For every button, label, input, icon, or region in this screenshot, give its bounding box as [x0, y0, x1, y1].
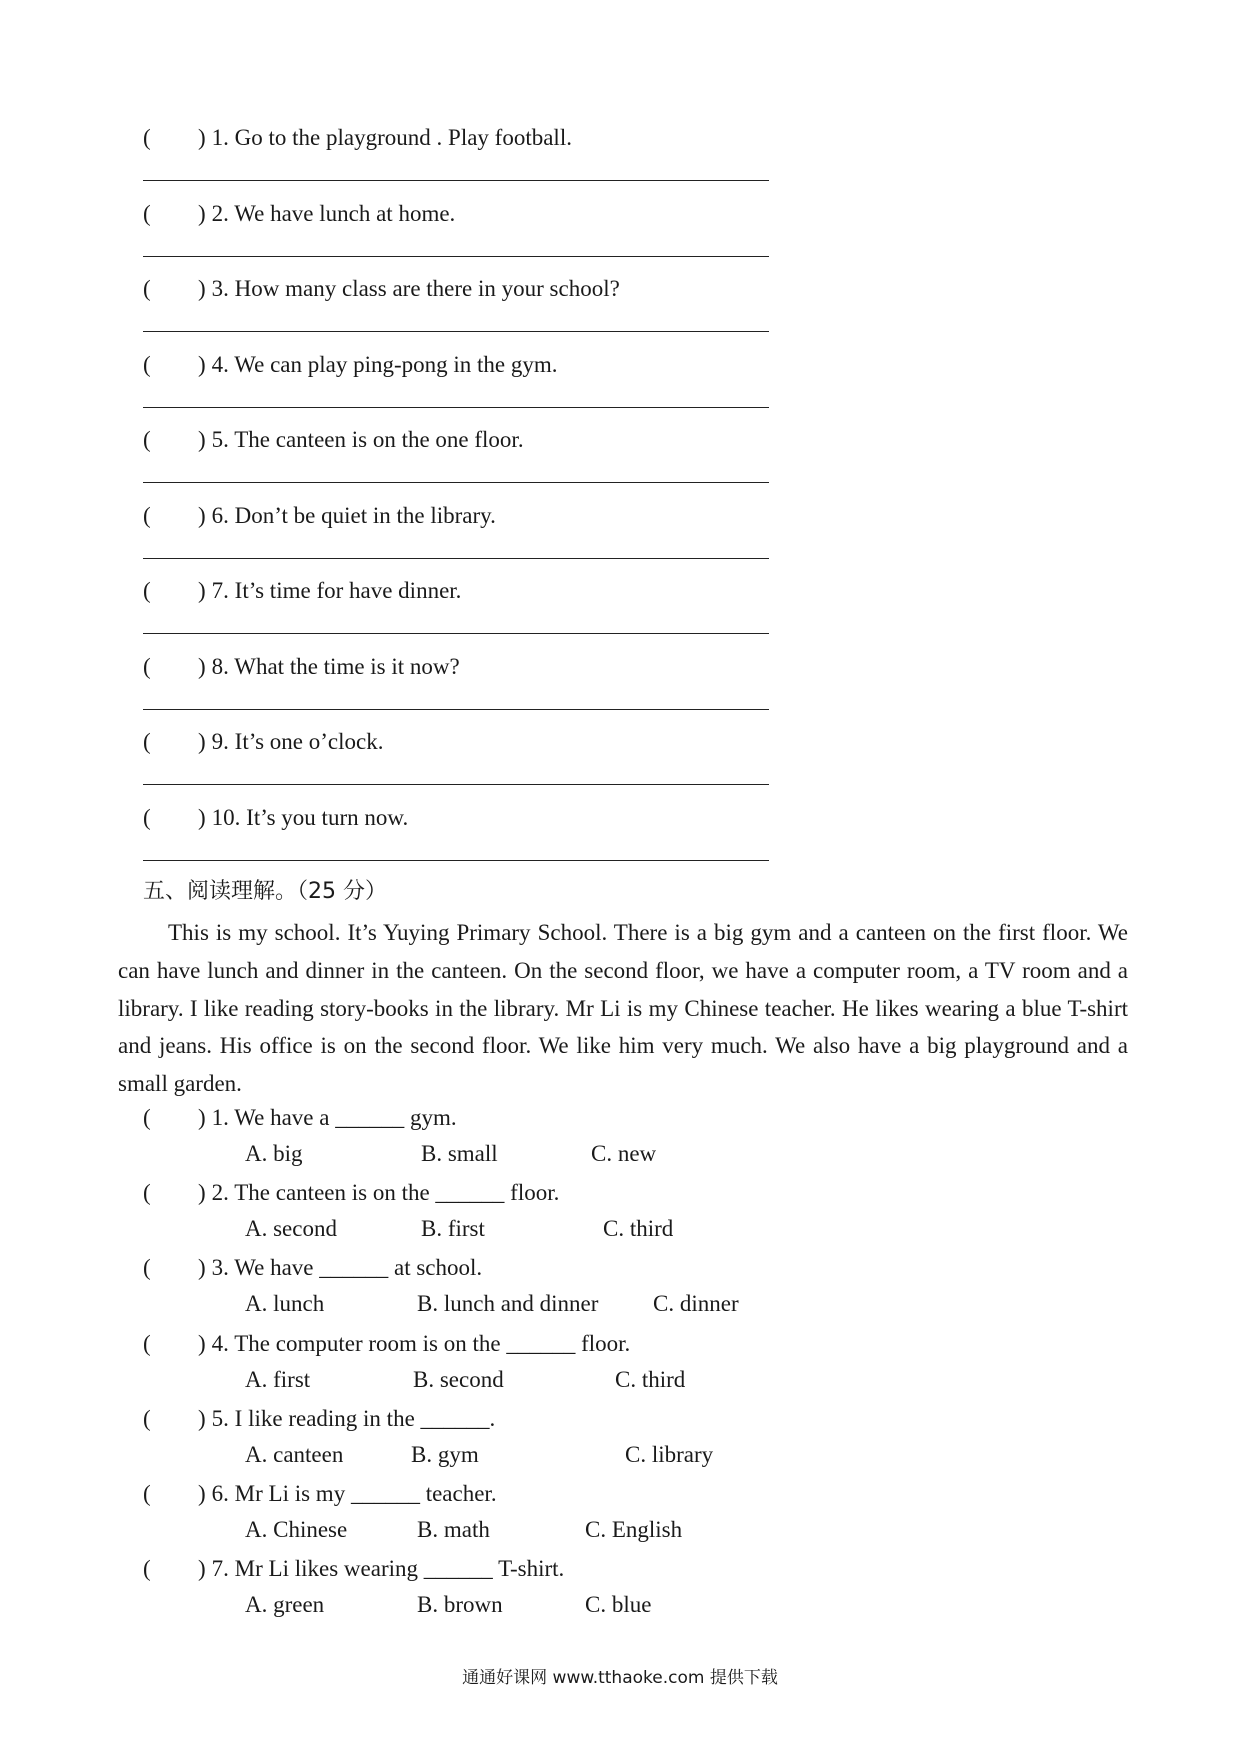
question-item	[143, 1101, 1043, 1176]
option-c[interactable]: C. third	[603, 1216, 674, 1242]
answer-write-line[interactable]	[143, 180, 769, 181]
answer-paren-close: )	[198, 351, 206, 377]
answer-paren-open: (	[143, 578, 151, 603]
correction-row	[143, 424, 783, 456]
answer-write-line[interactable]	[143, 784, 769, 785]
answer-paren-close: )	[198, 1405, 206, 1431]
question-row	[143, 1251, 1043, 1285]
answer-paren-open: (	[143, 276, 151, 301]
option-a[interactable]: A. lunch	[245, 1291, 325, 1317]
option-c[interactable]: C. new	[591, 1141, 657, 1166]
answer-write-line[interactable]	[143, 709, 769, 710]
question-stem: 7. Mr Li likes wearing ______ T-shirt.	[211, 1556, 565, 1582]
answer-paren-open: (	[143, 729, 151, 754]
option-b[interactable]: B. first	[421, 1216, 485, 1242]
question-item	[143, 1251, 1043, 1326]
correction-row	[143, 575, 783, 607]
correction-sentence: 4. We can play ping-pong in the gym.	[211, 351, 558, 377]
answer-paren-close: )	[198, 578, 206, 603]
correction-row	[143, 802, 783, 834]
answer-paren-close: )	[198, 1180, 206, 1206]
answer-paren-open: (	[143, 1405, 151, 1431]
correction-item	[143, 198, 783, 274]
question-stem: 1. We have a ______ gym.	[211, 1105, 457, 1130]
answer-write-line[interactable]	[143, 256, 769, 257]
correction-sentence: 7. It’s time for have dinner.	[211, 578, 462, 603]
answer-paren-open: (	[143, 653, 151, 679]
correction-item	[143, 349, 783, 425]
option-b[interactable]: B. brown	[417, 1592, 503, 1618]
answer-paren-open: (	[143, 351, 151, 377]
answer-paren-open: (	[143, 1255, 151, 1281]
answer-paren-close: )	[198, 427, 206, 452]
option-c[interactable]: C. English	[585, 1516, 683, 1542]
question-options	[143, 1285, 1043, 1323]
question-row	[143, 1477, 1043, 1511]
footer-download-note: 通通好课网 www.tthaoke.com 提供下载	[462, 1668, 778, 1688]
correction-sentence: 3. How many class are there in your school?	[211, 276, 620, 301]
option-b[interactable]: B. small	[421, 1141, 498, 1166]
question-row	[143, 1101, 1043, 1135]
answer-paren-close: )	[198, 1556, 206, 1582]
correction-row	[143, 726, 783, 758]
correction-row	[143, 273, 783, 305]
option-c[interactable]: C. library	[625, 1441, 714, 1467]
correction-sentence: 1. Go to the playground . Play football.	[211, 125, 572, 150]
option-c[interactable]: C. third	[615, 1366, 686, 1392]
question-item	[143, 1477, 1043, 1552]
answer-write-line[interactable]	[143, 633, 769, 634]
question-options	[143, 1210, 1043, 1248]
answer-paren-close: )	[198, 1105, 206, 1130]
correction-item	[143, 575, 783, 651]
correction-sentence: 9. It’s one o’clock.	[211, 729, 384, 754]
answer-paren-open: (	[143, 200, 151, 226]
answer-write-line[interactable]	[143, 407, 769, 408]
question-options	[143, 1586, 1043, 1624]
option-a[interactable]: A. second	[245, 1216, 337, 1242]
answer-paren-open: (	[143, 1556, 151, 1582]
answer-paren-close: )	[198, 200, 206, 226]
correction-row	[143, 651, 783, 683]
answer-write-line[interactable]	[143, 482, 769, 483]
answer-paren-close: )	[198, 276, 206, 301]
correction-item	[143, 651, 783, 727]
correction-row	[143, 198, 783, 230]
question-stem: 6. Mr Li is my ______ teacher.	[211, 1480, 497, 1506]
question-row	[143, 1176, 1043, 1210]
question-row	[143, 1327, 1043, 1361]
correction-row	[143, 122, 783, 154]
correction-row	[143, 500, 783, 532]
correction-sentence: 10. It’s you turn now.	[211, 804, 409, 830]
answer-paren-open: (	[143, 502, 151, 528]
correction-sentence: 6. Don’t be quiet in the library.	[211, 502, 496, 528]
correction-sentence: 5. The canteen is on the one floor.	[211, 427, 524, 452]
correction-item	[143, 273, 783, 349]
reading-questions	[143, 1101, 1043, 1627]
option-b[interactable]: B. gym	[411, 1441, 479, 1467]
question-stem: 4. The computer room is on the ______ floor.	[211, 1330, 631, 1356]
question-stem: 3. We have ______ at school.	[211, 1255, 483, 1281]
question-options	[143, 1511, 1043, 1549]
answer-paren-open: (	[143, 427, 151, 452]
answer-paren-close: )	[198, 1255, 206, 1281]
question-options	[143, 1361, 1043, 1399]
answer-paren-close: )	[198, 653, 206, 679]
option-a[interactable]: A. Chinese	[245, 1516, 348, 1542]
question-stem: 5. I like reading in the ______.	[211, 1405, 496, 1431]
answer-paren-open: (	[143, 125, 151, 150]
correction-item	[143, 802, 783, 878]
answer-write-line[interactable]	[143, 331, 769, 332]
question-item	[143, 1327, 1043, 1402]
answer-paren-open: (	[143, 1105, 151, 1130]
question-stem: 2. The canteen is on the ______ floor.	[211, 1180, 560, 1206]
section-title-reading: 五、阅读理解。（25 分）	[143, 879, 387, 904]
reading-passage: This is my school. It’s Yuying Primary School. There is a big gym and a canteen on the first floor. We can have lunch and dinner in the canteen. On the second floor, we have a computer room, a TV room and a library. I like reading story-books in the library. Mr Li is my Chinese teacher. He likes wearing a blue T-shirt and jeans. His office is on the second floor. We like him very much. We also have a big playground and a small garden.	[118, 920, 1128, 1097]
answer-paren-open: (	[143, 1180, 151, 1206]
question-item	[143, 1552, 1043, 1627]
question-row	[143, 1402, 1043, 1436]
answer-paren-close: )	[198, 502, 206, 528]
option-a[interactable]: A. canteen	[245, 1441, 344, 1467]
correction-item	[143, 726, 783, 802]
correction-list	[143, 122, 783, 877]
answer-paren-open: (	[143, 1330, 151, 1356]
option-a[interactable]: A. first	[245, 1366, 311, 1392]
correction-item	[143, 500, 783, 576]
correction-item	[143, 122, 783, 198]
correction-sentence: 8. What the time is it now?	[211, 653, 460, 679]
answer-paren-close: )	[198, 1330, 206, 1356]
option-b[interactable]: B. math	[417, 1516, 490, 1542]
correction-item	[143, 424, 783, 500]
correction-row	[143, 349, 783, 381]
correction-sentence: 2. We have lunch at home.	[211, 200, 456, 226]
answer-paren-open: (	[143, 1480, 151, 1506]
answer-paren-close: )	[198, 804, 206, 830]
question-options	[143, 1135, 1043, 1173]
answer-paren-close: )	[198, 1480, 206, 1506]
option-a[interactable]: A. big	[245, 1141, 303, 1166]
answer-paren-open: (	[143, 804, 151, 830]
answer-write-line[interactable]	[143, 558, 769, 559]
option-b[interactable]: B. lunch and dinner	[417, 1291, 599, 1317]
answer-paren-close: )	[198, 729, 206, 754]
option-c[interactable]: C. dinner	[653, 1291, 739, 1317]
question-options	[143, 1436, 1043, 1474]
answer-paren-close: )	[198, 125, 206, 150]
question-item	[143, 1176, 1043, 1251]
question-item	[143, 1402, 1043, 1477]
option-a[interactable]: A. green	[245, 1592, 325, 1618]
option-c[interactable]: C. blue	[585, 1592, 652, 1618]
answer-write-line[interactable]	[143, 860, 769, 861]
question-row	[143, 1552, 1043, 1586]
option-b[interactable]: B. second	[413, 1366, 504, 1392]
